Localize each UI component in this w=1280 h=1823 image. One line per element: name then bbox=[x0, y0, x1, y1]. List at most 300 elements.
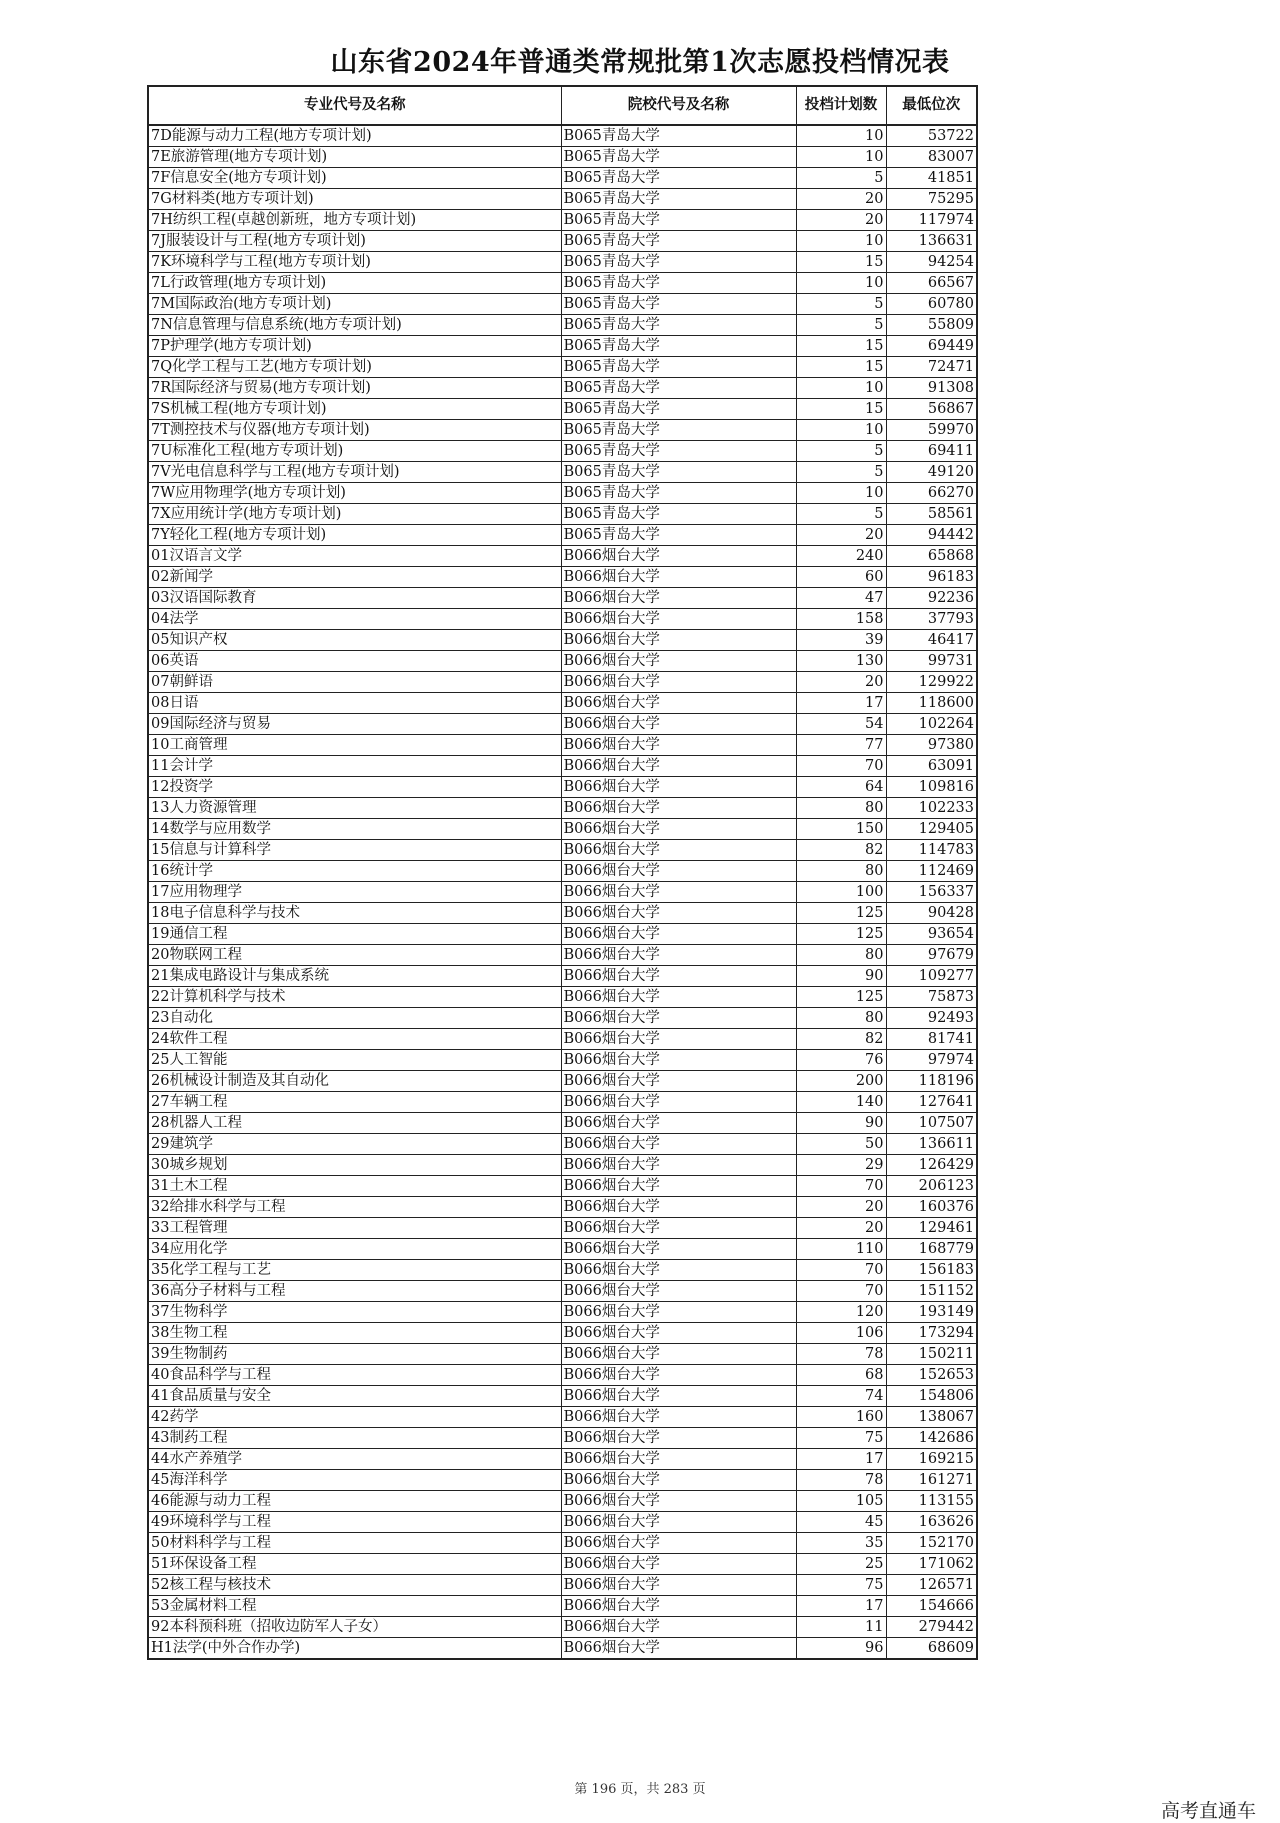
cell-school: B066烟台大学 bbox=[561, 588, 796, 609]
cell-rank: 154806 bbox=[886, 1386, 977, 1407]
cell-school: B065青岛大学 bbox=[561, 399, 796, 420]
cell-major: 7V光电信息科学与工程(地方专项计划) bbox=[148, 462, 561, 483]
cell-rank: 41851 bbox=[886, 168, 977, 189]
admission-table bbox=[147, 85, 978, 1660]
cell-major: 27车辆工程 bbox=[148, 1092, 561, 1113]
watermark: 高考直通车 bbox=[1160, 1800, 1256, 1822]
table-row bbox=[148, 231, 977, 252]
cell-school: B065青岛大学 bbox=[561, 189, 796, 210]
cell-plan: 10 bbox=[796, 273, 886, 294]
cell-plan: 125 bbox=[796, 903, 886, 924]
table-row bbox=[148, 441, 977, 462]
cell-major: 38生物工程 bbox=[148, 1323, 561, 1344]
cell-plan: 10 bbox=[796, 483, 886, 504]
cell-plan: 5 bbox=[796, 462, 886, 483]
cell-school: B066烟台大学 bbox=[561, 1155, 796, 1176]
cell-major: 25人工智能 bbox=[148, 1050, 561, 1071]
table-row bbox=[148, 210, 977, 231]
cell-school: B066烟台大学 bbox=[561, 1596, 796, 1617]
cell-school: B065青岛大学 bbox=[561, 378, 796, 399]
cell-major: 44水产养殖学 bbox=[148, 1449, 561, 1470]
table-row bbox=[148, 336, 977, 357]
cell-plan: 5 bbox=[796, 168, 886, 189]
cell-school: B065青岛大学 bbox=[561, 231, 796, 252]
cell-school: B066烟台大学 bbox=[561, 693, 796, 714]
cell-major: 21集成电路设计与集成系统 bbox=[148, 966, 561, 987]
cell-major: 12投资学 bbox=[148, 777, 561, 798]
cell-major: 32给排水科学与工程 bbox=[148, 1197, 561, 1218]
cell-plan: 78 bbox=[796, 1344, 886, 1365]
cell-school: B066烟台大学 bbox=[561, 1008, 796, 1029]
cell-major: 7G材料类(地方专项计划) bbox=[148, 189, 561, 210]
cell-rank: 136611 bbox=[886, 1134, 977, 1155]
cell-plan: 39 bbox=[796, 630, 886, 651]
cell-rank: 126571 bbox=[886, 1575, 977, 1596]
cell-school: B066烟台大学 bbox=[561, 672, 796, 693]
table-row bbox=[148, 945, 977, 966]
table-row bbox=[148, 420, 977, 441]
cell-plan: 70 bbox=[796, 1281, 886, 1302]
cell-plan: 10 bbox=[796, 378, 886, 399]
cell-major: 45海洋科学 bbox=[148, 1470, 561, 1491]
cell-school: B066烟台大学 bbox=[561, 903, 796, 924]
cell-rank: 193149 bbox=[886, 1302, 977, 1323]
cell-major: 46能源与动力工程 bbox=[148, 1491, 561, 1512]
table-row bbox=[148, 630, 977, 651]
cell-school: B065青岛大学 bbox=[561, 357, 796, 378]
cell-major: 20物联网工程 bbox=[148, 945, 561, 966]
cell-plan: 120 bbox=[796, 1302, 886, 1323]
cell-plan: 130 bbox=[796, 651, 886, 672]
cell-rank: 99731 bbox=[886, 651, 977, 672]
cell-rank: 46417 bbox=[886, 630, 977, 651]
table-row bbox=[148, 756, 977, 777]
table-row bbox=[148, 546, 977, 567]
cell-school: B066烟台大学 bbox=[561, 1407, 796, 1428]
table-row bbox=[148, 1218, 977, 1239]
table-row bbox=[148, 1092, 977, 1113]
cell-school: B066烟台大学 bbox=[561, 1113, 796, 1134]
cell-rank: 112469 bbox=[886, 861, 977, 882]
cell-major: 16统计学 bbox=[148, 861, 561, 882]
table-row bbox=[148, 1071, 977, 1092]
cell-school: B066烟台大学 bbox=[561, 1197, 796, 1218]
cell-school: B066烟台大学 bbox=[561, 1239, 796, 1260]
cell-major: 92本科预科班（招收边防军人子女） bbox=[148, 1617, 561, 1638]
cell-rank: 150211 bbox=[886, 1344, 977, 1365]
cell-school: B065青岛大学 bbox=[561, 525, 796, 546]
cell-plan: 100 bbox=[796, 882, 886, 903]
cell-rank: 72471 bbox=[886, 357, 977, 378]
table-row bbox=[148, 294, 977, 315]
cell-school: B065青岛大学 bbox=[561, 273, 796, 294]
cell-plan: 77 bbox=[796, 735, 886, 756]
cell-plan: 70 bbox=[796, 1260, 886, 1281]
cell-school: B066烟台大学 bbox=[561, 1470, 796, 1491]
table-row bbox=[148, 1617, 977, 1638]
cell-rank: 102233 bbox=[886, 798, 977, 819]
cell-rank: 66270 bbox=[886, 483, 977, 504]
cell-rank: 69411 bbox=[886, 441, 977, 462]
cell-rank: 152170 bbox=[886, 1533, 977, 1554]
table-row bbox=[148, 1470, 977, 1491]
table-row bbox=[148, 168, 977, 189]
cell-major: 7U标准化工程(地方专项计划) bbox=[148, 441, 561, 462]
cell-plan: 70 bbox=[796, 1176, 886, 1197]
cell-rank: 154666 bbox=[886, 1596, 977, 1617]
cell-school: B066烟台大学 bbox=[561, 1617, 796, 1638]
cell-school: B066烟台大学 bbox=[561, 840, 796, 861]
cell-rank: 37793 bbox=[886, 609, 977, 630]
cell-rank: 109277 bbox=[886, 966, 977, 987]
cell-plan: 29 bbox=[796, 1155, 886, 1176]
table-row bbox=[148, 273, 977, 294]
cell-rank: 69449 bbox=[886, 336, 977, 357]
cell-major: 7X应用统计学(地方专项计划) bbox=[148, 504, 561, 525]
table-row bbox=[148, 714, 977, 735]
table-row bbox=[148, 1386, 977, 1407]
cell-school: B066烟台大学 bbox=[561, 609, 796, 630]
cell-plan: 17 bbox=[796, 1449, 886, 1470]
table-row bbox=[148, 987, 977, 1008]
table-header-row bbox=[148, 86, 977, 125]
cell-plan: 140 bbox=[796, 1092, 886, 1113]
table-row bbox=[148, 1197, 977, 1218]
table-row bbox=[148, 399, 977, 420]
cell-school: B066烟台大学 bbox=[561, 546, 796, 567]
table-row bbox=[148, 189, 977, 210]
cell-plan: 110 bbox=[796, 1239, 886, 1260]
cell-plan: 17 bbox=[796, 693, 886, 714]
cell-major: 7Y轻化工程(地方专项计划) bbox=[148, 525, 561, 546]
table-row bbox=[148, 1029, 977, 1050]
cell-school: B066烟台大学 bbox=[561, 1386, 796, 1407]
cell-rank: 59970 bbox=[886, 420, 977, 441]
page-footer: 第 196 页，共 283 页 bbox=[574, 1782, 706, 1797]
cell-plan: 74 bbox=[796, 1386, 886, 1407]
table-row bbox=[148, 567, 977, 588]
cell-major: H1法学(中外合作办学) bbox=[148, 1638, 561, 1660]
cell-major: 11会计学 bbox=[148, 756, 561, 777]
cell-school: B065青岛大学 bbox=[561, 336, 796, 357]
cell-school: B066烟台大学 bbox=[561, 1050, 796, 1071]
cell-plan: 106 bbox=[796, 1323, 886, 1344]
cell-school: B066烟台大学 bbox=[561, 756, 796, 777]
cell-rank: 171062 bbox=[886, 1554, 977, 1575]
cell-rank: 93654 bbox=[886, 924, 977, 945]
cell-rank: 97380 bbox=[886, 735, 977, 756]
table-row bbox=[148, 819, 977, 840]
cell-rank: 94254 bbox=[886, 252, 977, 273]
cell-plan: 105 bbox=[796, 1491, 886, 1512]
cell-major: 7F信息安全(地方专项计划) bbox=[148, 168, 561, 189]
cell-rank: 81741 bbox=[886, 1029, 977, 1050]
cell-rank: 129461 bbox=[886, 1218, 977, 1239]
cell-plan: 10 bbox=[796, 125, 886, 147]
cell-major: 34应用化学 bbox=[148, 1239, 561, 1260]
table-row bbox=[148, 1638, 977, 1660]
table-row bbox=[148, 1176, 977, 1197]
cell-rank: 55809 bbox=[886, 315, 977, 336]
cell-plan: 68 bbox=[796, 1365, 886, 1386]
table-row bbox=[148, 462, 977, 483]
cell-major: 31土木工程 bbox=[148, 1176, 561, 1197]
cell-major: 19通信工程 bbox=[148, 924, 561, 945]
cell-school: B066烟台大学 bbox=[561, 630, 796, 651]
cell-plan: 96 bbox=[796, 1638, 886, 1660]
cell-rank: 68609 bbox=[886, 1638, 977, 1660]
cell-school: B066烟台大学 bbox=[561, 1092, 796, 1113]
cell-plan: 15 bbox=[796, 252, 886, 273]
cell-rank: 113155 bbox=[886, 1491, 977, 1512]
cell-rank: 168779 bbox=[886, 1239, 977, 1260]
cell-school: B066烟台大学 bbox=[561, 1491, 796, 1512]
cell-major: 22计算机科学与技术 bbox=[148, 987, 561, 1008]
cell-major: 24软件工程 bbox=[148, 1029, 561, 1050]
cell-major: 7Q化学工程与工艺(地方专项计划) bbox=[148, 357, 561, 378]
cell-plan: 70 bbox=[796, 756, 886, 777]
cell-school: B066烟台大学 bbox=[561, 1029, 796, 1050]
table-row bbox=[148, 357, 977, 378]
cell-school: B066烟台大学 bbox=[561, 1323, 796, 1344]
cell-plan: 240 bbox=[796, 546, 886, 567]
cell-plan: 11 bbox=[796, 1617, 886, 1638]
cell-major: 7R国际经济与贸易(地方专项计划) bbox=[148, 378, 561, 399]
table-row bbox=[148, 1554, 977, 1575]
table-row bbox=[148, 1491, 977, 1512]
cell-major: 01汉语言文学 bbox=[148, 546, 561, 567]
cell-major: 18电子信息科学与技术 bbox=[148, 903, 561, 924]
page-title: 山东省2024年普通类常规批第1次志愿投档情况表 bbox=[330, 47, 950, 78]
cell-rank: 102264 bbox=[886, 714, 977, 735]
cell-rank: 161271 bbox=[886, 1470, 977, 1491]
cell-plan: 80 bbox=[796, 1008, 886, 1029]
cell-school: B066烟台大学 bbox=[561, 819, 796, 840]
cell-plan: 75 bbox=[796, 1428, 886, 1449]
table-row bbox=[148, 693, 977, 714]
table-row bbox=[148, 1428, 977, 1449]
cell-school: B066烟台大学 bbox=[561, 1260, 796, 1281]
table-row bbox=[148, 1281, 977, 1302]
cell-plan: 45 bbox=[796, 1512, 886, 1533]
cell-rank: 127641 bbox=[886, 1092, 977, 1113]
cell-rank: 279442 bbox=[886, 1617, 977, 1638]
cell-rank: 118600 bbox=[886, 693, 977, 714]
cell-rank: 107507 bbox=[886, 1113, 977, 1134]
cell-major: 43制药工程 bbox=[148, 1428, 561, 1449]
cell-school: B066烟台大学 bbox=[561, 1533, 796, 1554]
table-row bbox=[148, 504, 977, 525]
cell-rank: 129922 bbox=[886, 672, 977, 693]
cell-school: B066烟台大学 bbox=[561, 1428, 796, 1449]
cell-rank: 97679 bbox=[886, 945, 977, 966]
cell-school: B066烟台大学 bbox=[561, 1344, 796, 1365]
cell-plan: 82 bbox=[796, 840, 886, 861]
cell-rank: 58561 bbox=[886, 504, 977, 525]
table-row bbox=[148, 840, 977, 861]
cell-school: B066烟台大学 bbox=[561, 1575, 796, 1596]
cell-major: 13人力资源管理 bbox=[148, 798, 561, 819]
cell-school: B066烟台大学 bbox=[561, 735, 796, 756]
cell-rank: 163626 bbox=[886, 1512, 977, 1533]
cell-school: B066烟台大学 bbox=[561, 1134, 796, 1155]
cell-school: B066烟台大学 bbox=[561, 1281, 796, 1302]
table-row bbox=[148, 924, 977, 945]
cell-school: B066烟台大学 bbox=[561, 1218, 796, 1239]
cell-major: 7M国际政治(地方专项计划) bbox=[148, 294, 561, 315]
cell-plan: 82 bbox=[796, 1029, 886, 1050]
cell-plan: 76 bbox=[796, 1050, 886, 1071]
cell-rank: 66567 bbox=[886, 273, 977, 294]
cell-rank: 156183 bbox=[886, 1260, 977, 1281]
cell-major: 07朝鲜语 bbox=[148, 672, 561, 693]
cell-school: B066烟台大学 bbox=[561, 714, 796, 735]
cell-plan: 5 bbox=[796, 441, 886, 462]
table-row bbox=[148, 1323, 977, 1344]
table-row bbox=[148, 1449, 977, 1470]
cell-plan: 20 bbox=[796, 672, 886, 693]
cell-major: 51环保设备工程 bbox=[148, 1554, 561, 1575]
cell-plan: 50 bbox=[796, 1134, 886, 1155]
cell-school: B065青岛大学 bbox=[561, 252, 796, 273]
cell-plan: 15 bbox=[796, 336, 886, 357]
cell-major: 04法学 bbox=[148, 609, 561, 630]
cell-major: 09国际经济与贸易 bbox=[148, 714, 561, 735]
cell-school: B066烟台大学 bbox=[561, 861, 796, 882]
cell-major: 52核工程与核技术 bbox=[148, 1575, 561, 1596]
cell-plan: 20 bbox=[796, 1197, 886, 1218]
cell-school: B066烟台大学 bbox=[561, 987, 796, 1008]
cell-major: 7P护理学(地方专项计划) bbox=[148, 336, 561, 357]
cell-major: 41食品质量与安全 bbox=[148, 1386, 561, 1407]
cell-plan: 158 bbox=[796, 609, 886, 630]
cell-major: 23自动化 bbox=[148, 1008, 561, 1029]
cell-major: 7S机械工程(地方专项计划) bbox=[148, 399, 561, 420]
cell-major: 26机械设计制造及其自动化 bbox=[148, 1071, 561, 1092]
cell-school: B065青岛大学 bbox=[561, 504, 796, 525]
cell-rank: 53722 bbox=[886, 125, 977, 147]
cell-major: 40食品科学与工程 bbox=[148, 1365, 561, 1386]
cell-school: B065青岛大学 bbox=[561, 420, 796, 441]
cell-rank: 97974 bbox=[886, 1050, 977, 1071]
table-row bbox=[148, 777, 977, 798]
cell-plan: 5 bbox=[796, 315, 886, 336]
cell-major: 06英语 bbox=[148, 651, 561, 672]
table-row bbox=[148, 798, 977, 819]
table-row bbox=[148, 1365, 977, 1386]
cell-plan: 20 bbox=[796, 189, 886, 210]
table-row bbox=[148, 1113, 977, 1134]
table-row bbox=[148, 1260, 977, 1281]
table-row bbox=[148, 1596, 977, 1617]
cell-rank: 75295 bbox=[886, 189, 977, 210]
cell-major: 7N信息管理与信息系统(地方专项计划) bbox=[148, 315, 561, 336]
cell-rank: 173294 bbox=[886, 1323, 977, 1344]
table-row bbox=[148, 1344, 977, 1365]
cell-major: 30城乡规划 bbox=[148, 1155, 561, 1176]
cell-rank: 129405 bbox=[886, 819, 977, 840]
cell-rank: 83007 bbox=[886, 147, 977, 168]
table-row bbox=[148, 735, 977, 756]
cell-rank: 151152 bbox=[886, 1281, 977, 1302]
cell-rank: 94442 bbox=[886, 525, 977, 546]
cell-plan: 64 bbox=[796, 777, 886, 798]
cell-school: B065青岛大学 bbox=[561, 483, 796, 504]
cell-school: B065青岛大学 bbox=[561, 294, 796, 315]
cell-rank: 75873 bbox=[886, 987, 977, 1008]
cell-rank: 136631 bbox=[886, 231, 977, 252]
table-row bbox=[148, 1407, 977, 1428]
cell-rank: 65868 bbox=[886, 546, 977, 567]
cell-plan: 80 bbox=[796, 861, 886, 882]
table-row bbox=[148, 966, 977, 987]
cell-school: B066烟台大学 bbox=[561, 1512, 796, 1533]
cell-major: 14数学与应用数学 bbox=[148, 819, 561, 840]
cell-major: 49环境科学与工程 bbox=[148, 1512, 561, 1533]
cell-rank: 142686 bbox=[886, 1428, 977, 1449]
cell-major: 7J服装设计与工程(地方专项计划) bbox=[148, 231, 561, 252]
cell-plan: 17 bbox=[796, 1596, 886, 1617]
cell-plan: 25 bbox=[796, 1554, 886, 1575]
cell-school: B065青岛大学 bbox=[561, 147, 796, 168]
table-row bbox=[148, 1533, 977, 1554]
table-row bbox=[148, 861, 977, 882]
cell-school: B066烟台大学 bbox=[561, 924, 796, 945]
table-row bbox=[148, 125, 977, 147]
cell-plan: 90 bbox=[796, 966, 886, 987]
cell-plan: 10 bbox=[796, 420, 886, 441]
cell-major: 15信息与计算科学 bbox=[148, 840, 561, 861]
cell-school: B066烟台大学 bbox=[561, 651, 796, 672]
cell-plan: 125 bbox=[796, 987, 886, 1008]
cell-plan: 35 bbox=[796, 1533, 886, 1554]
cell-plan: 20 bbox=[796, 210, 886, 231]
cell-major: 35化学工程与工艺 bbox=[148, 1260, 561, 1281]
table-row bbox=[148, 672, 977, 693]
table-row bbox=[148, 378, 977, 399]
cell-major: 39生物制药 bbox=[148, 1344, 561, 1365]
cell-major: 7D能源与动力工程(地方专项计划) bbox=[148, 125, 561, 147]
cell-rank: 109816 bbox=[886, 777, 977, 798]
cell-plan: 90 bbox=[796, 1113, 886, 1134]
cell-rank: 60780 bbox=[886, 294, 977, 315]
cell-rank: 56867 bbox=[886, 399, 977, 420]
cell-major: 53金属材料工程 bbox=[148, 1596, 561, 1617]
table-row bbox=[148, 882, 977, 903]
cell-major: 02新闻学 bbox=[148, 567, 561, 588]
cell-plan: 54 bbox=[796, 714, 886, 735]
cell-school: B065青岛大学 bbox=[561, 462, 796, 483]
cell-school: B065青岛大学 bbox=[561, 210, 796, 231]
table-row bbox=[148, 1050, 977, 1071]
table-row bbox=[148, 483, 977, 504]
table-row bbox=[148, 525, 977, 546]
cell-plan: 60 bbox=[796, 567, 886, 588]
table-row bbox=[148, 1512, 977, 1533]
cell-major: 36高分子材料与工程 bbox=[148, 1281, 561, 1302]
cell-plan: 10 bbox=[796, 231, 886, 252]
cell-major: 17应用物理学 bbox=[148, 882, 561, 903]
cell-rank: 118196 bbox=[886, 1071, 977, 1092]
cell-major: 37生物科学 bbox=[148, 1302, 561, 1323]
cell-rank: 63091 bbox=[886, 756, 977, 777]
cell-plan: 47 bbox=[796, 588, 886, 609]
cell-school: B066烟台大学 bbox=[561, 1638, 796, 1660]
cell-major: 42药学 bbox=[148, 1407, 561, 1428]
cell-major: 7W应用物理学(地方专项计划) bbox=[148, 483, 561, 504]
header-rank: 最低位次 bbox=[886, 86, 977, 125]
cell-school: B066烟台大学 bbox=[561, 777, 796, 798]
